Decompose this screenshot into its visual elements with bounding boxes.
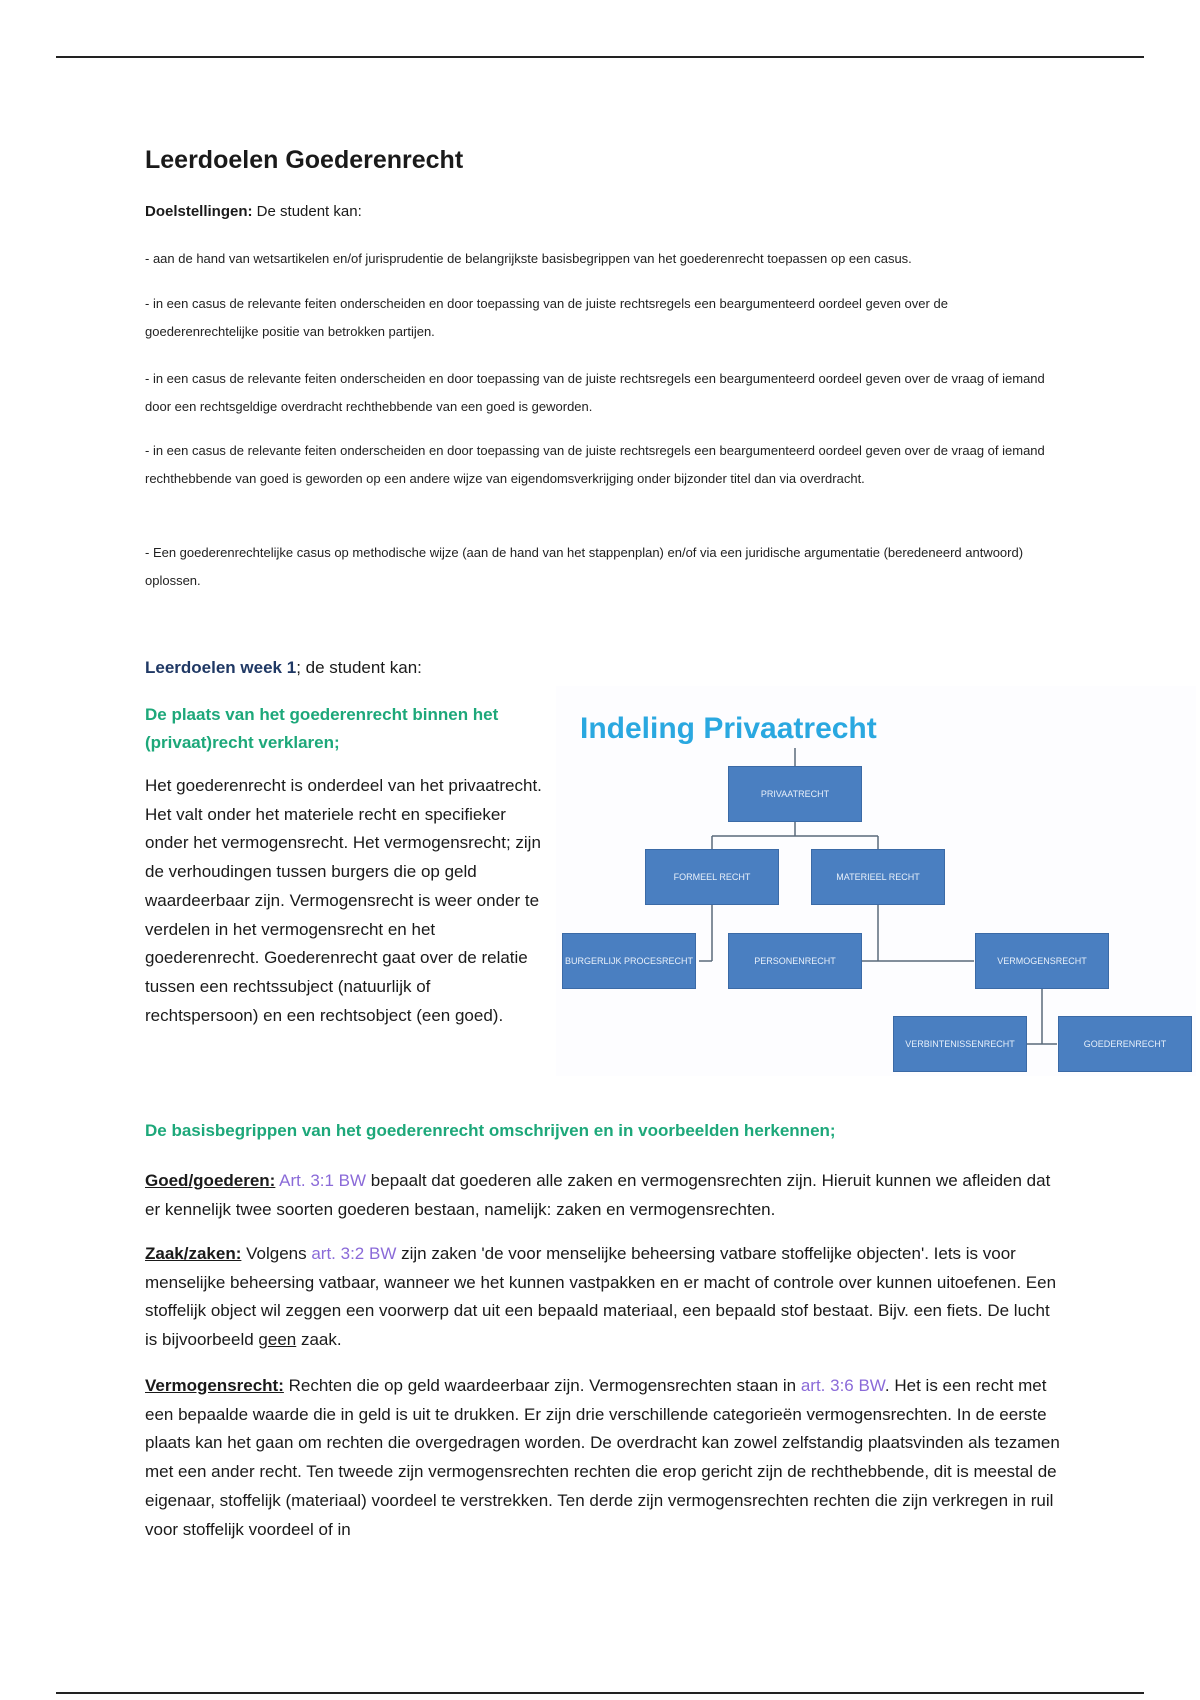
- definition-zaak: [145, 1240, 1060, 1355]
- goal1-body: Het goederenrecht is onderdeel van het privaatrecht. Het valt onder het materiele recht en specifieker onder het vermogensrecht. Het vermogensrecht; zijn de verhoudingen tussen burgers die op geld waardeerbaar zijn. Vermogensrecht is weer onder te verdelen in het vermogensrecht en het goederenrecht. Goederenrecht gaat over de relatie tussen een rechtssubject (natuurlijk of rechtspersoon) en een rechtsobject (een goed).: [145, 776, 542, 1025]
- box-personenrecht: PERSONENRECHT: [728, 933, 862, 989]
- term-zaak: Zaak/zaken:: [145, 1244, 242, 1263]
- article-link: art. 3:2 BW: [311, 1244, 397, 1263]
- box-formeel-recht: FORMEEL RECHT: [645, 849, 779, 905]
- goal-item: - aan de hand van wetsartikelen en/of jurisprudentie de belangrijkste basisbegrippen van het goederenrecht toepassen op een casus.: [145, 251, 912, 266]
- term-vermogensrecht: Vermogensrecht:: [145, 1376, 284, 1395]
- goal-item: - in een casus de relevante feiten onderscheiden en door toepassing van de juiste rechtsregels een beargumenteerd oordeel geven over de goederenrechtelijke positie van betrokken partijen.: [145, 296, 948, 339]
- box-vermogensrecht: VERMOGENSRECHT: [975, 933, 1109, 989]
- definition-goed: [145, 1167, 1060, 1224]
- week1-text: ; de student kan:: [296, 658, 422, 677]
- footer-rule: [56, 1692, 1144, 1694]
- week1-label: Leerdoelen week 1: [145, 658, 297, 677]
- definition-text: bepaalt dat goederen alle zaken en vermogensrechten zijn. Hieruit kunnen we afleiden dat er kennelijk twee soorten goederen bestaan, namelijk: zaken en vermogensrechten.: [145, 1171, 1051, 1219]
- definition-pre: Rechten die op geld waardeerbaar zijn. Vermogensrechten staan in: [283, 1376, 801, 1395]
- goal2-heading: De basisbegrippen van het goederenrecht omschrijven en in voorbeelden herkennen;: [145, 1121, 836, 1140]
- box-privaatrecht: PRIVAATRECHT: [728, 766, 862, 822]
- week1-heading: [145, 658, 1055, 678]
- privaatrecht-diagram: [556, 686, 1196, 1076]
- goal-item: - in een casus de relevante feiten onderscheiden en door toepassing van de juiste rechtsregels een beargumenteerd oordeel geven over de vraag of iemand door een rechtsgeldige overdracht rechthebbende van een goed is geworden.: [145, 371, 1045, 414]
- box-burgerlijk-procesrecht: BURGERLIJK PROCESRECHT: [562, 933, 696, 989]
- emphasis-geen: geen: [258, 1330, 297, 1350]
- term-goed: Goed/goederen:: [145, 1171, 276, 1190]
- article-link: art. 3:6 BW: [800, 1376, 885, 1395]
- definition-vermogensrecht: [145, 1372, 1060, 1544]
- goal1-heading: De plaats van het goederenrecht binnen het (privaat)recht verklaren;: [145, 705, 499, 752]
- doelstellingen: [145, 203, 1055, 220]
- box-goederenrecht: GOEDERENRECHT: [1058, 1016, 1192, 1072]
- page-title: Leerdoelen Goederenrecht: [145, 146, 464, 174]
- definition-post: zaak.: [296, 1330, 342, 1350]
- header-rule: [56, 56, 1144, 58]
- diagram-title: Indeling Privaatrecht: [580, 712, 877, 745]
- goal-item: - Een goederenrechtelijke casus op methodische wijze (aan de hand van het stappenplan) en/of via een juridische argumentatie (beredeneerd antwoord) oplossen.: [145, 545, 1024, 588]
- box-materieel-recht: MATERIEEL RECHT: [811, 849, 945, 905]
- definition-text: . Het is een recht met een bepaalde waarde die in geld is uit te drukken. Er zijn drie verschillende categorieën vermogensrechten. In de eerste plaats kan het gaan om rechten die overgedragen worden. De overdracht kan zowel zelfstandig plaatsvinden als tezamen met een ander recht. Ten tweede zijn vermogensrechten rechten die erop gericht zijn de rechthebbende, dit is meestal de eigenaar, stoffelijk (materiaal) voordeel te verstrekken. Ten derde zijn vermogensrechten rechten die zijn verkregen in ruil voor stoffelijk voordeel of in: [145, 1376, 1060, 1539]
- definition-text: zijn zaken 'de voor menselijke beheersing vatbare stoffelijke objecten'. Iets is voor menselijke beheersing vatbaar, wanneer we het kunnen vastpakken en er macht of controle over kunnen uitoefenen. Een stoffelijk object wil zeggen een voorwerp dat uit een bepaald materiaal, een bepaald stof bestaat. Bijv. een fiets. De lucht is bijvoorbeeld: [145, 1244, 1057, 1350]
- doelstellingen-label: Doelstellingen:: [145, 203, 253, 220]
- goal-item: - in een casus de relevante feiten onderscheiden en door toepassing van de juiste rechtsregels een beargumenteerd oordeel geven over de vraag of iemand rechthebbende van goed is geworden op een andere wijze van eigendomsverkrijging onder bijzonder titel dan via overdracht.: [145, 443, 1045, 486]
- article-link: Art. 3:1 BW: [279, 1171, 367, 1190]
- definition-pre: Volgens: [241, 1244, 312, 1263]
- box-verbintenissenrecht: VERBINTENISSENRECHT: [893, 1016, 1027, 1072]
- doelstellingen-text: De student kan:: [252, 203, 362, 220]
